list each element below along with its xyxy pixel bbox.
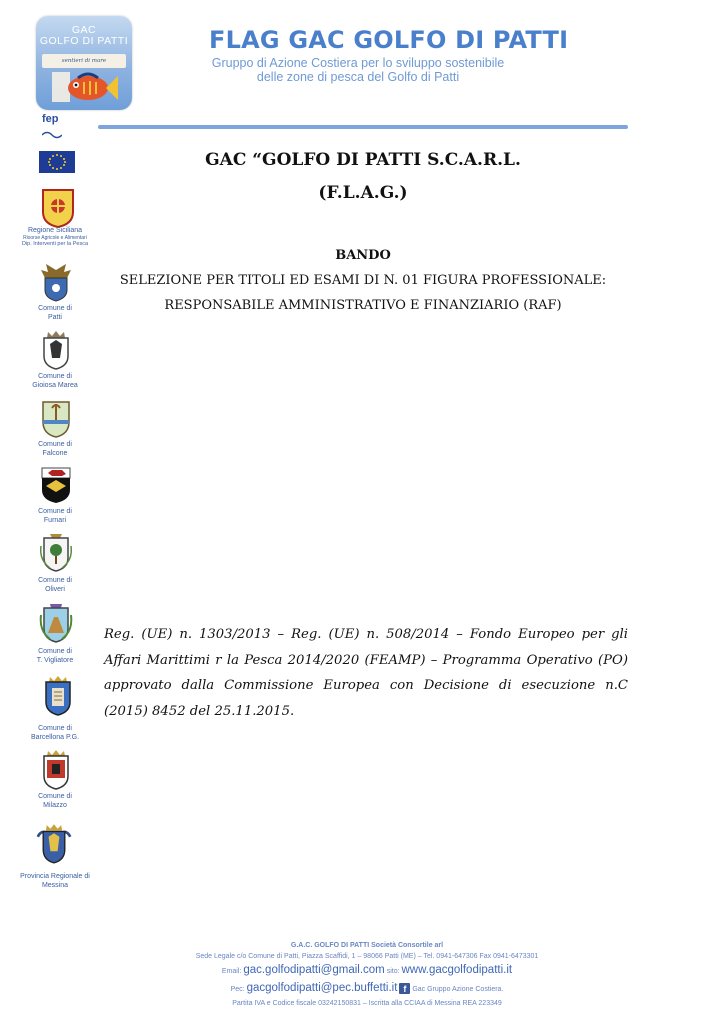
sidebar-label-vigliatore xyxy=(0,647,110,665)
milazzo-crest-icon xyxy=(38,750,74,790)
document-subheading: (F.L.A.G.) xyxy=(318,183,408,203)
sidebar-label-patti xyxy=(0,304,110,322)
barcellona-crest-icon xyxy=(40,676,76,716)
furnari-line1: Comune di xyxy=(38,508,72,515)
sidebar-label-milazzo xyxy=(0,792,110,810)
pec-label: Pec: xyxy=(230,986,245,993)
sidebar-label-falcone xyxy=(0,440,110,458)
vigliatore-line2: T. Vigliatore xyxy=(36,657,74,664)
site-label: sito: xyxy=(386,968,400,975)
gioiosa-crest-icon xyxy=(38,330,74,370)
footer-contacts xyxy=(150,962,584,980)
falcone-line1: Comune di xyxy=(38,441,72,448)
falcone-crest-icon xyxy=(38,398,74,438)
regione-line1: Regione Siciliana xyxy=(27,227,83,234)
sidebar-label-oliveri xyxy=(0,576,110,594)
sidebar-label-gioiosa xyxy=(0,372,110,390)
fep-wave-icon xyxy=(42,130,62,140)
barcellona-line2: Barcellona P.G. xyxy=(30,734,80,741)
oliveri-crest-icon xyxy=(38,532,74,572)
messina-line2: Messina xyxy=(41,882,69,889)
footer-company: G.A.C. GOLFO DI PATTI Società Consortile arl xyxy=(290,942,444,949)
fep-logo xyxy=(42,114,72,140)
vigliatore-line1: Comune di xyxy=(38,648,72,655)
document-heading: GAC “GOLFO DI PATTI S.C.A.R.L. xyxy=(205,150,521,170)
falcone-line2: Falcone xyxy=(42,450,68,457)
patti-line1: Comune di xyxy=(38,305,72,312)
sidebar-label-messina xyxy=(0,872,110,890)
logo-text xyxy=(36,25,132,47)
header-divider xyxy=(98,125,628,129)
logo-band xyxy=(42,54,126,68)
sidebar-label-regione xyxy=(0,226,110,235)
footer-address: Sede Legale c/o Comune di Patti, Piazza Scaffidi, 1 – 98066 Patti (ME) – Tel. 0941-647306 Fax 0941-6473301 xyxy=(195,953,539,960)
footer xyxy=(150,940,584,1009)
regione-crest-icon xyxy=(40,188,76,228)
messina-line1: Provincia Regionale di xyxy=(20,873,90,880)
subtitle-line1: Gruppo di Azione Costiera per lo sviluppo sostenibile xyxy=(211,56,505,70)
oliveri-line2: Oliveri xyxy=(45,586,65,593)
facebook-link[interactable]: Gac Gruppo Azione Costiera. xyxy=(412,986,504,993)
footer-pec xyxy=(150,980,584,998)
logo-band-text: sentieri di mare xyxy=(61,58,107,64)
regione-line2: Risorse Agricole e Alimentari xyxy=(23,235,87,241)
fep-text: fep xyxy=(42,113,59,125)
gioiosa-line1: Comune di xyxy=(38,373,72,380)
patti-line2: Patti xyxy=(47,314,62,321)
subtitle-line2: delle zone di pesca del Golfo di Patti xyxy=(256,70,460,84)
site-link[interactable]: www.gacgolfodipatti.it xyxy=(401,964,513,976)
page-subtitle xyxy=(190,56,526,84)
pec-link[interactable]: gacgolfodipatti@pec.buffetti.it xyxy=(246,982,398,994)
gioiosa-line2: Gioiosa Marea xyxy=(32,382,78,389)
sidebar-label-furnari xyxy=(0,507,110,525)
eu-flag-icon xyxy=(39,151,75,173)
gac-logo xyxy=(36,16,132,110)
footer-vat: Partita IVA e Codice fiscale 03242150831 – Iscritta alla CCIAA di Messina REA 223349 xyxy=(232,1000,502,1007)
furnari-line2: Furnari xyxy=(43,517,67,524)
facebook-icon[interactable]: f xyxy=(399,983,410,994)
milazzo-line2: Milazzo xyxy=(43,802,67,809)
vigliatore-crest-icon xyxy=(38,603,74,643)
page-title: FLAG GAC GOLFO DI PATTI xyxy=(209,26,569,54)
logo-line1: GAC xyxy=(71,24,97,36)
patti-crest-icon xyxy=(38,262,74,302)
barcellona-line1: Comune di xyxy=(38,725,72,732)
email-label: Email: xyxy=(221,968,242,975)
email-link[interactable]: gac.golfodipatti@gmail.com xyxy=(243,964,385,976)
oliveri-line1: Comune di xyxy=(38,577,72,584)
selection-line: SELEZIONE PER TITOLI ED ESAMI DI N. 01 FIGURA PROFESSIONALE: xyxy=(119,273,607,288)
milazzo-line1: Comune di xyxy=(38,793,72,800)
fish-icon xyxy=(48,68,120,106)
furnari-crest-icon xyxy=(38,464,74,504)
sidebar-label-barcellona xyxy=(0,724,110,742)
regulation-paragraph: Reg. (UE) n. 1303/2013 – Reg. (UE) n. 508/2014 – Fondo Europeo per gli Affari Marittimi r la Pesca 2014/2020 (FEAMP) – Programma Operativo (PO) approvato dalla Commissione Europea con Decisione di esecuzione n.C (2015) 8452 del 25.11.2015. xyxy=(104,627,628,719)
logo-line2: GOLFO DI PATTI xyxy=(39,35,129,47)
regione-line3: Dip. Interventi per la Pesca xyxy=(21,241,89,247)
role-line: RESPONSABILE AMMINISTRATIVO E FINANZIARIO (RAF) xyxy=(164,298,562,313)
bando-heading: BANDO xyxy=(335,248,391,263)
messina-crest-icon xyxy=(36,824,72,864)
